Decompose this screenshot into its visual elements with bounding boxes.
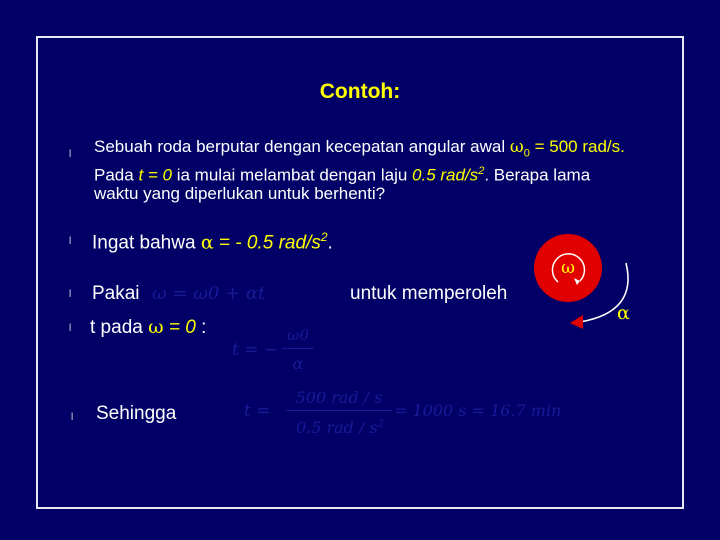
t-for-line: t pada ω = 0 : bbox=[90, 316, 207, 338]
bullet-marker: l bbox=[71, 412, 74, 423]
result-numerator: 500 rad / s bbox=[295, 388, 383, 407]
bullet-marker: l bbox=[69, 149, 72, 160]
problem-line-2: Pada t = 0 ia mulai melambat dengan laju 0.5 rad/$s^2$. Berapa lama bbox=[94, 165, 591, 186]
thus-label: Sehingga bbox=[96, 403, 177, 424]
t-eq-lhs: t = − bbox=[232, 340, 279, 360]
remember-line: Ingat bahwa α = - 0.5 rad/$s^2$. bbox=[92, 230, 333, 254]
t-equation bbox=[232, 326, 342, 376]
bullet-marker: l bbox=[69, 289, 72, 300]
fraction-bar bbox=[282, 348, 314, 349]
t-eq-denominator: α bbox=[292, 354, 304, 373]
result-value: = 1000 s = 16.7 min bbox=[394, 401, 562, 420]
use-suffix: untuk memperoleh bbox=[350, 283, 508, 304]
alpha-label: α bbox=[617, 302, 630, 324]
fraction-bar bbox=[286, 410, 392, 411]
omega-equation: ω = ω0 + αt bbox=[152, 283, 266, 304]
t-eq-numerator: ω0 bbox=[287, 326, 309, 344]
result-denominator: 0.5 rad / $s^2$ bbox=[295, 418, 385, 437]
result-lhs: t = bbox=[244, 401, 271, 421]
problem-line-1: Sebuah roda berputar dengan kecepatan angular awal $\omega_0 = 500$ rad/s. bbox=[94, 137, 625, 160]
problem-line-3: waktu yang diperlukan untuk berhenti? bbox=[94, 184, 386, 204]
problem-text bbox=[94, 138, 684, 203]
use-label: Pakai bbox=[92, 283, 140, 304]
bullet-marker: l bbox=[69, 236, 72, 247]
result-equation bbox=[244, 386, 574, 442]
slide-title: Contoh: bbox=[319, 80, 401, 103]
rotating-wheel bbox=[534, 234, 602, 302]
bullet-marker: l bbox=[69, 323, 72, 334]
omega-label: ω bbox=[561, 258, 575, 278]
